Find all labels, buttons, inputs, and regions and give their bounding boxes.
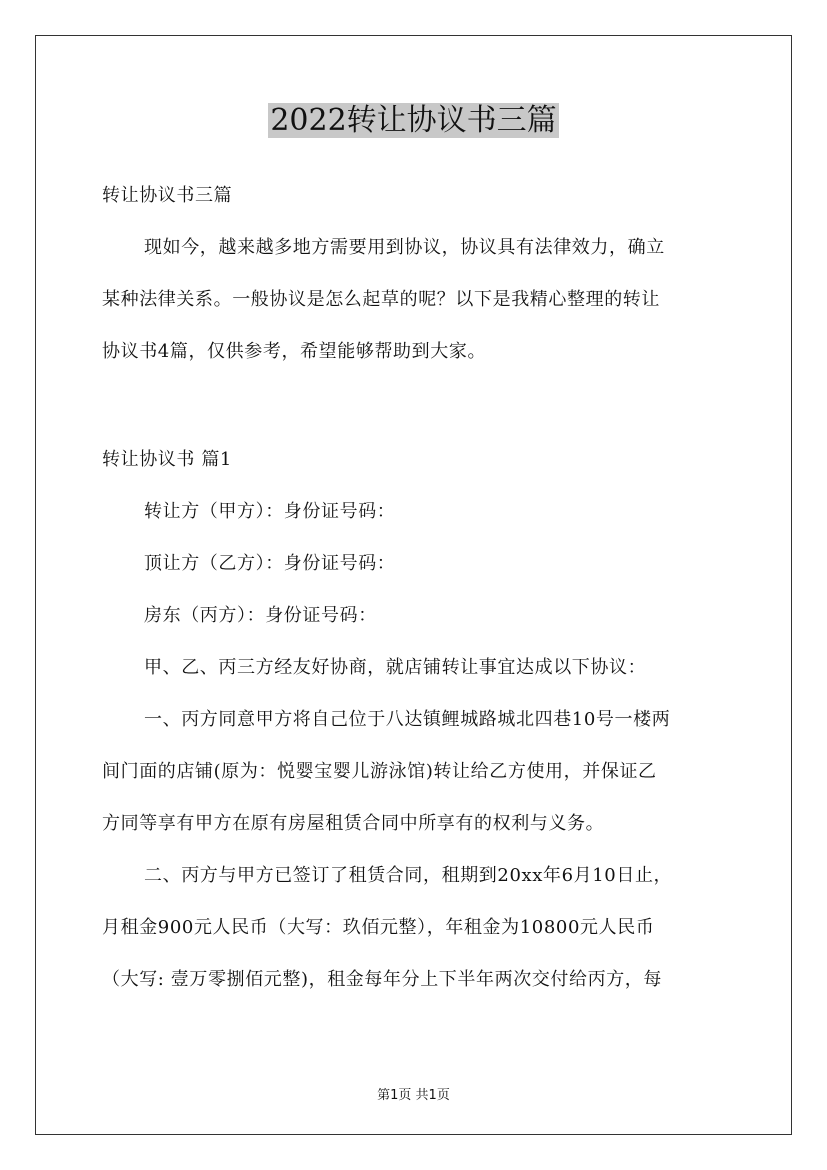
section-heading: 转让协议书 篇1 [102,449,232,470]
intro-line-2: 某种法律关系。一般协议是怎么起草的呢？以下是我精心整理的转让 [102,289,660,310]
clause2-line-1: 二、丙方与甲方已签订了租赁合同，租期到20xx年6月10日止， [144,865,673,886]
agreement-intro: 甲、乙、丙三方经友好协商，就店铺转让事宜达成以下协议： [144,657,647,678]
clause1-line-3: 方同等享有甲方在原有房屋租赁合同中所享有的权利与义务。 [102,813,605,834]
party-line-transferor: 转让方（甲方）：身份证号码： [144,501,396,522]
page-footer: 第1页 共1页 [377,1088,450,1103]
intro-line-1: 现如今，越来越多地方需要用到协议，协议具有法律效力，确立 [144,237,665,258]
section-gap [102,378,742,434]
party-line-landlord: 房东（丙方）：身份证号码： [144,605,377,626]
intro-line-3: 协议书4篇，仅供参考，希望能够帮助到大家。 [102,341,487,362]
clause1-line-1: 一、丙方同意甲方将自己位于八达镇鲤城路城北四巷10号一楼两 [144,709,671,730]
document-body [102,170,742,1006]
document-subtitle: 转让协议书三篇 [102,185,233,206]
clause2-line-2: 月租金900元人民币（大写：玖佰元整），年租金为10800元人民币 [102,917,655,938]
clause1-line-2: 间门面的店铺(原为：悦婴宝婴儿游泳馆)转让给乙方使用，并保证乙 [102,761,657,782]
clause2-line-3: （大写: 壹万零捌佰元整)，租金每年分上下半年两次交付给丙方，每 [102,969,663,990]
party-line-transferee: 顶让方（乙方）：身份证号码： [144,553,396,574]
document-title: 2022转让协议书三篇 [270,103,557,138]
